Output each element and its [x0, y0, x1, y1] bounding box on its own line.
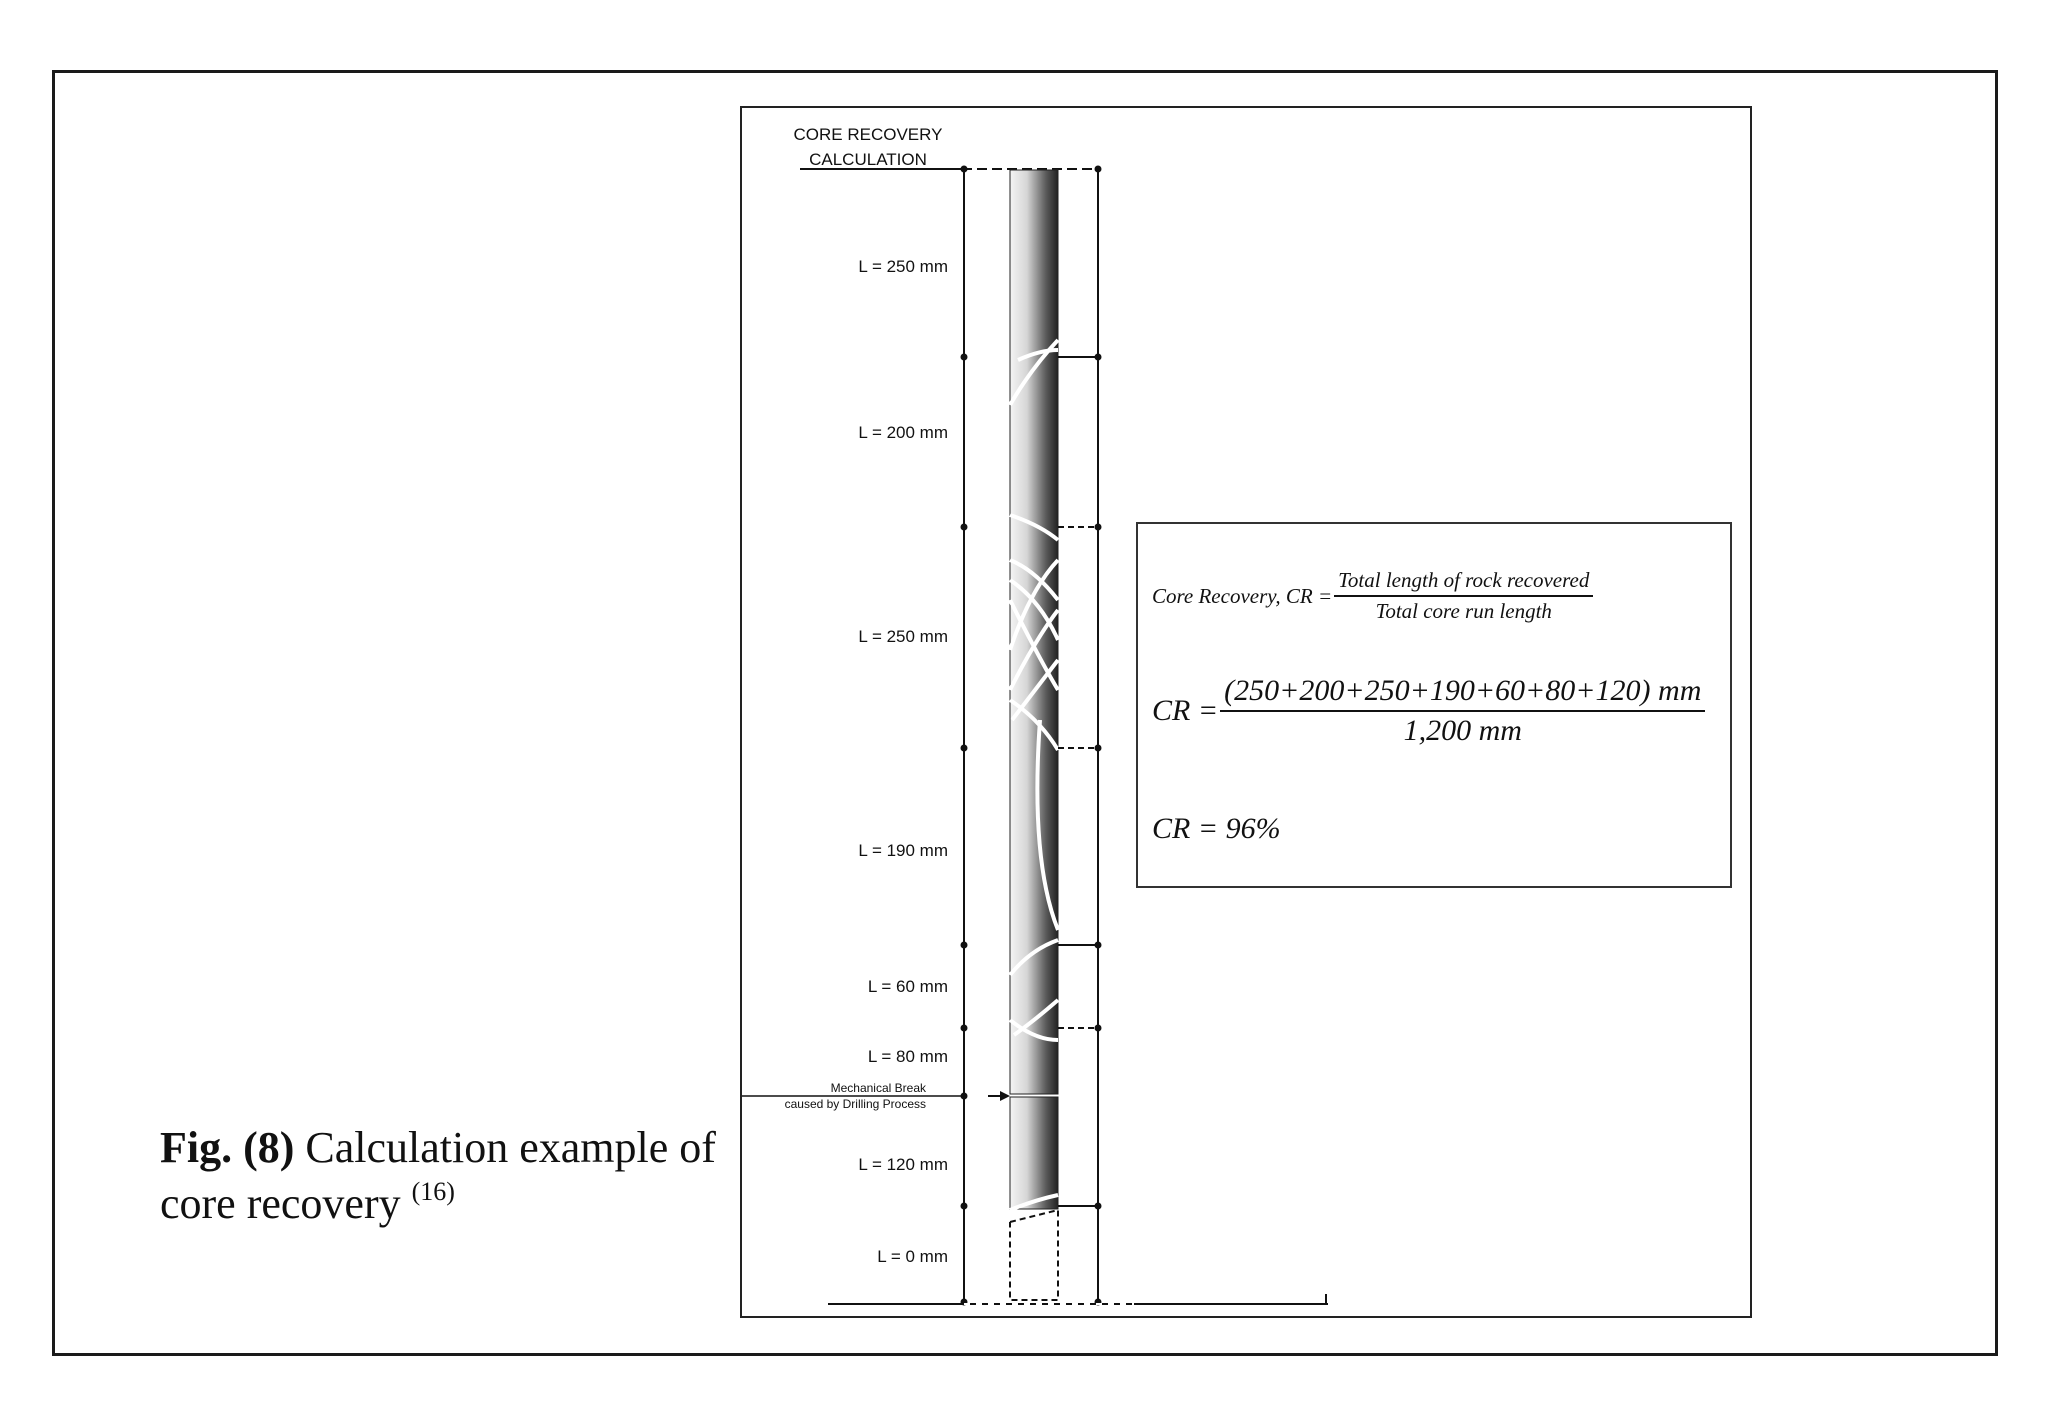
formula-1-fraction [1334, 568, 1593, 624]
formula-1-numerator: Total length of rock recovered [1334, 568, 1593, 597]
caption-text: Calculation example of core recovery [160, 1123, 716, 1228]
formula-2-lhs: CR = [1152, 694, 1219, 727]
segment-label: L = 120 mm [858, 1155, 948, 1174]
segment-label: L = 190 mm [858, 841, 948, 860]
segment-label: L = 250 mm [858, 257, 948, 276]
formula-1-denominator: Total core run length [1375, 599, 1552, 623]
segment-boundaries [1058, 357, 1098, 1206]
break-note-line1: Mechanical Break [830, 1081, 926, 1095]
formula-line-1 [1152, 568, 1593, 624]
formula-2-denominator: 1,200 mm [1403, 714, 1522, 747]
formula-1-lhs: Core Recovery, CR = [1152, 583, 1333, 608]
diagram-title-line1: CORE RECOVERY [793, 125, 943, 144]
core-piece-2 [1010, 1097, 1058, 1209]
formula-box [1136, 522, 1732, 888]
formula-3-result: CR = 96% [1152, 812, 1281, 845]
segment-label: L = 200 mm [858, 423, 948, 442]
break-note-line2: caused by Drilling Process [784, 1097, 926, 1111]
break-arrow-head [1000, 1091, 1010, 1101]
caption-reference: (16) [411, 1177, 455, 1206]
formula-2-numerator: (250+200+250+190+60+80+120) mm [1220, 674, 1705, 712]
formula-line-3 [1152, 812, 1281, 846]
lost-core-outline [1010, 1210, 1058, 1300]
segment-label: L = 60 mm [867, 977, 948, 996]
diagram-title-line2: CALCULATION [809, 150, 927, 169]
segment-label: L = 0 mm [877, 1247, 948, 1266]
segment-label: L = 250 mm [858, 627, 948, 646]
caption-fig-label: Fig. (8) [160, 1123, 295, 1172]
formula-line-2 [1152, 674, 1705, 748]
figure-caption [160, 1120, 720, 1232]
formula-2-fraction [1220, 674, 1705, 748]
segment-label: L = 80 mm [867, 1047, 948, 1066]
